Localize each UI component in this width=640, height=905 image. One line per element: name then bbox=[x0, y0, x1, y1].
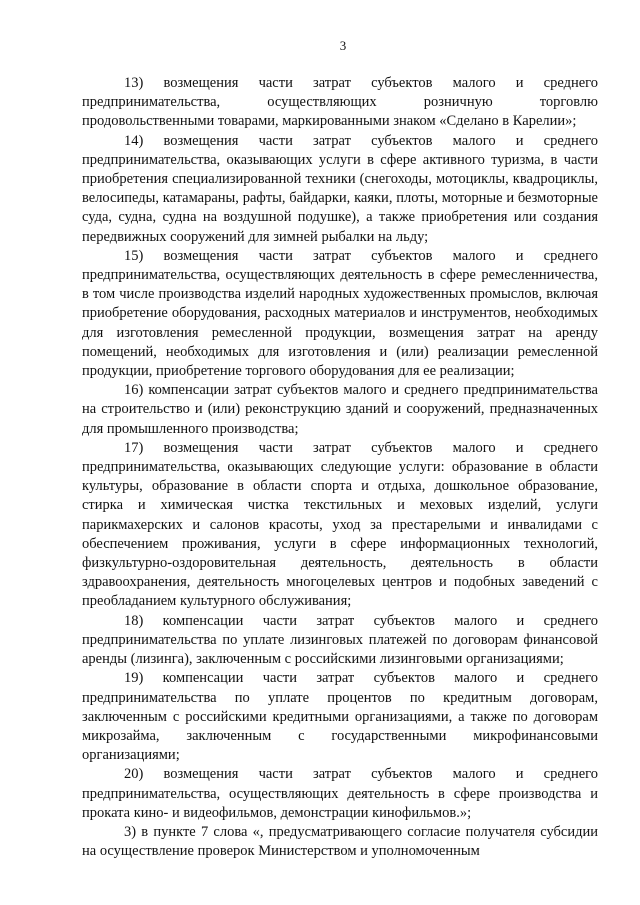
paragraph-item-13: 13) возмещения части затрат субъектов малого и среднего предпринимательства, осуществляющих розничную торговлю продовольственными товарами, маркированными знаком «Сделано в Карелии»; bbox=[82, 75, 598, 130]
paragraph-item-19: 19) компенсации части затрат субъектов малого и среднего предпринимательства по уплате процентов по кредитным договорам, заключенным с российскими кредитными организациями, а также по договорам микрозайма, заключенным с государственными микрофинансовыми организациями; bbox=[82, 670, 598, 764]
paragraph-item-16: 16) компенсации затрат субъектов малого и среднего предпринимательства на строительство и (или) реконструкцию зданий и сооружений, предназначенных для промышленного производства; bbox=[82, 382, 598, 437]
paragraph-clause-3: 3) в пункте 7 слова «, предусматривающего согласие получателя субсидии на осуществление проверок Министерством и уполномоченным bbox=[82, 823, 598, 860]
paragraph-item-18: 18) компенсации части затрат субъектов малого и среднего предпринимательства по уплате лизинговых платежей по договорам финансовой аренды (лизинга), заключенным с российскими лизинговыми организациями; bbox=[82, 612, 598, 668]
paragraph-item-14: 14) возмещения части затрат субъектов малого и среднего предпринимательства, оказывающих услуги в сфере активного туризма, в части приобретения специализированной техники (снегоходы, мотоциклы, квадроциклы, велосипеды, катамараны, рафты, байдарки, каяки, плоты, моторные и безмоторные суда, судна, судна на воздушной подушке), а также приобретения или создания передвижных сооружений для зимней рыбалки на льду; bbox=[82, 132, 598, 245]
page-number: 3 bbox=[339, 38, 347, 53]
document-body bbox=[82, 74, 598, 861]
paragraph-item-17: 17) возмещения части затрат субъектов малого и среднего предпринимательства, оказывающих следующие услуги: образование в области культуры, образование в области спорта и отдыха, дошкольное образование, стирка и химическая чистка текстильных и меховых изделий, услуги парикмахерских и салонов красоты, уход за престарелыми и инвалидами с обеспечением проживания, услуги в сфере информационных технологий, физкультурно-оздоровительная деятельность, деятельность в области здравоохранения, деятельность многоцелевых центров и подобных заведений с преобладанием культурного обслуживания; bbox=[82, 439, 598, 610]
paragraph-item-15: 15) возмещения части затрат субъектов малого и среднего предпринимательства, осуществляющих деятельность в сфере ремесленничества, в том числе производства изделий народных художественных промыслов, включая приобретение оборудования, расходных материалов и инструментов, необходимых для изготовления ремесленной продукции, возмещения затрат на аренду помещений, необходимых для изготовления и (или) реализации ремесленной продукции, приобретение торгового оборудования для ее реализации; bbox=[82, 247, 598, 380]
paragraph-item-20: 20) возмещения части затрат субъектов малого и среднего предпринимательства, осуществляющих деятельность в сфере производства и проката кино- и видеофильмов, демонстрации кинофильмов.»; bbox=[82, 766, 598, 821]
